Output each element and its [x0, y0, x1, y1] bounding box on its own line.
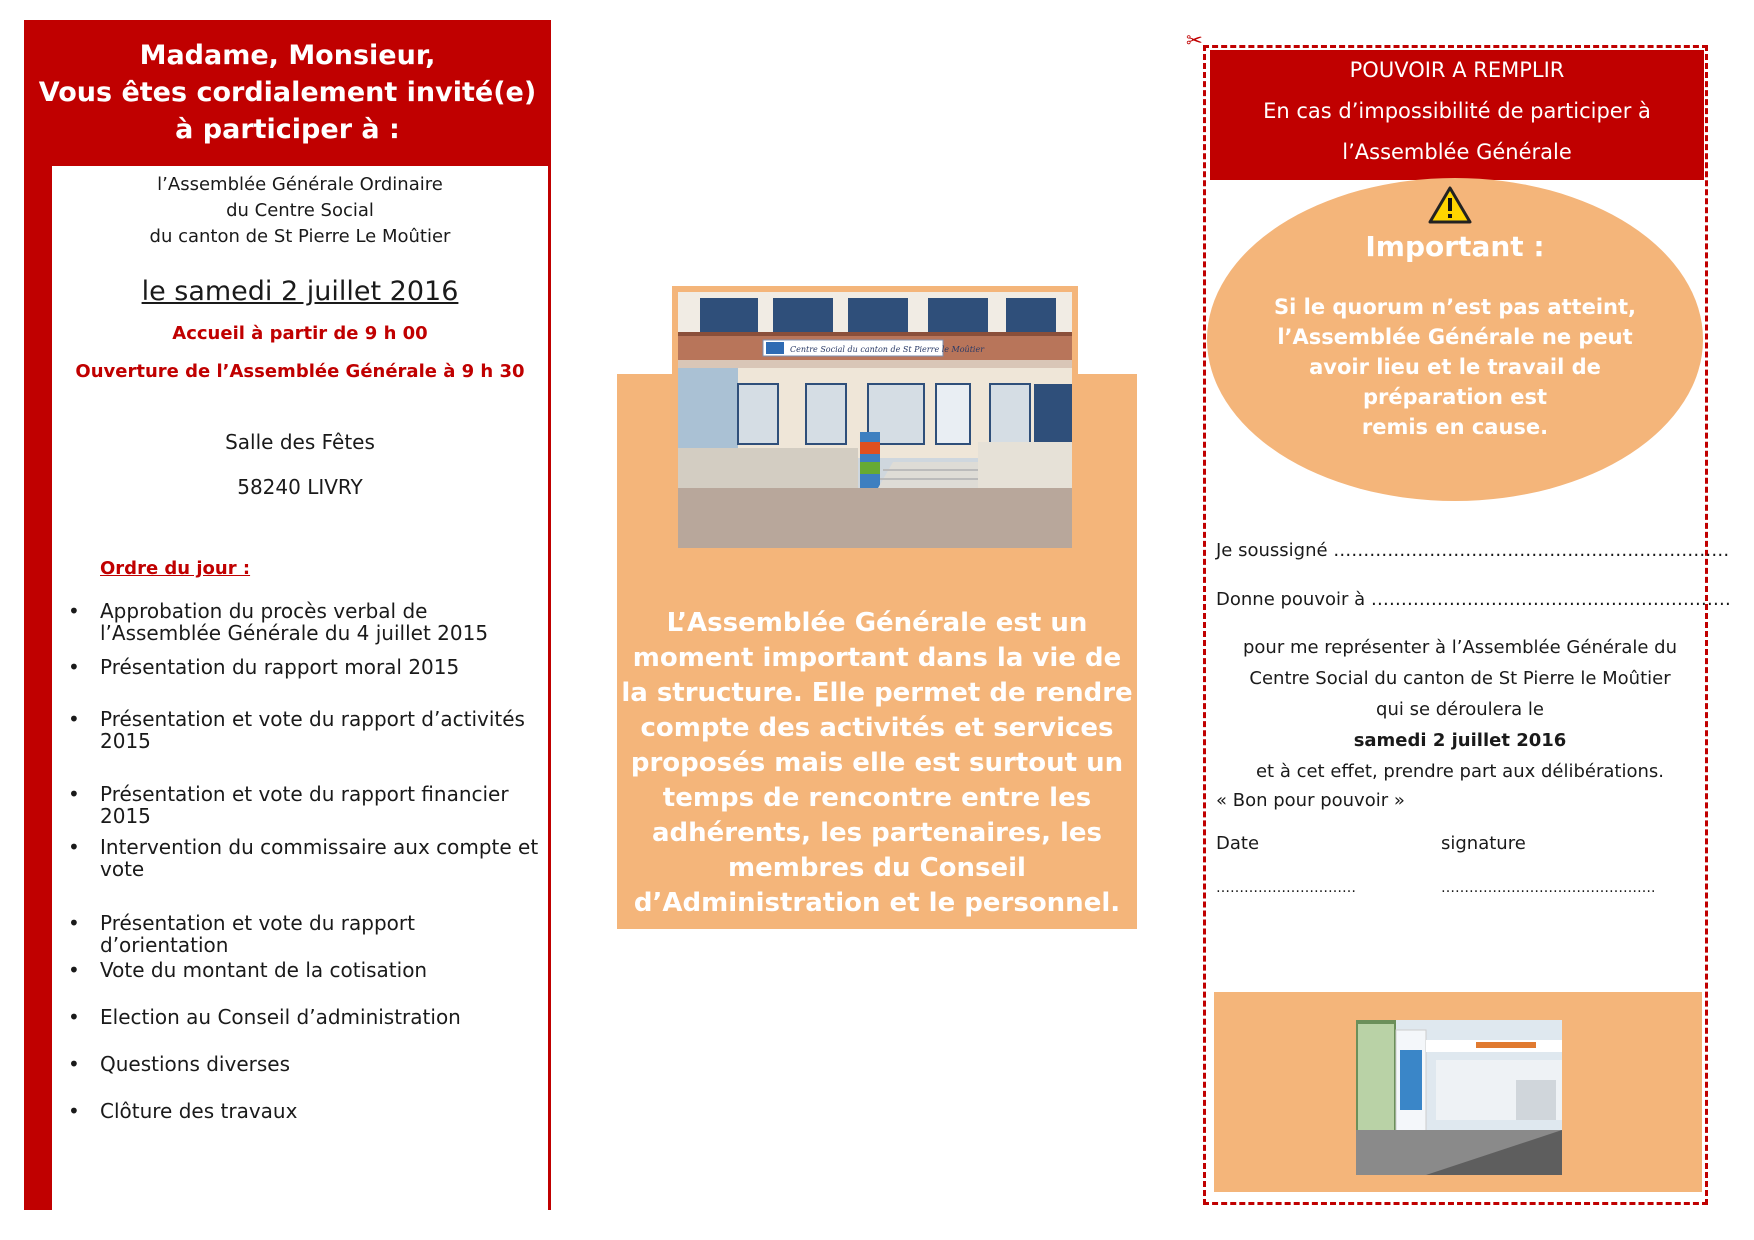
bullet-icon: •: [68, 655, 80, 679]
bullet-icon: •: [68, 599, 80, 623]
invite-line: Vous êtes cordialement invité(e): [38, 77, 537, 108]
proxy-subtitle: En cas d’impossibilité de participer à: [1263, 99, 1651, 123]
greeting-line: Madame, Monsieur,: [139, 40, 436, 71]
event-name: l’Assemblée Générale Ordinaire: [157, 174, 443, 195]
venue-name: Salle des Fêtes: [225, 430, 375, 454]
welcome-time: Accueil à partir de 9 h 00: [172, 323, 428, 344]
proxy-statement: pour me représenter à l’Assemblée Générale du Centre Social du canton de St Pierre le Moûtier qui se déroulera le samedi 2 juillet 2016 et à cet effet, prendre part aux délibérations.: [1216, 632, 1704, 787]
important-title: Important :: [1365, 230, 1545, 263]
proxy-date: samedi 2 juillet 2016: [1353, 730, 1567, 751]
bullet-icon: •: [68, 911, 80, 935]
building-illustration: [678, 292, 1072, 548]
proxy-title: POUVOIR A REMPLIR: [1349, 58, 1565, 82]
bullet-icon: •: [68, 782, 80, 806]
bullet-icon: •: [68, 835, 80, 859]
date-label: Date: [1216, 833, 1260, 854]
warning-icon: [1428, 186, 1472, 228]
presentation-text: L’Assemblée Générale est un moment important dans la vie de la structure. Elle permet de rendre compte des activités et services proposés mais elle est surtout un temps de rencontre entre les adhérents, les partenaires, les membres du Conseil d’Administration et le personnel.: [621, 608, 1133, 918]
event-org: du Centre Social: [226, 200, 374, 221]
agenda-title: Ordre du jour :: [100, 558, 251, 579]
bullet-icon: •: [68, 1005, 80, 1029]
opening-time: Ouverture de l’Assemblée Générale à 9 h 30: [75, 361, 525, 382]
signature-field[interactable]: ……………………………………….: [1441, 880, 1656, 896]
building-sign: Centre Social du canton de St Pierre le Moûtier: [790, 345, 985, 354]
event-intro: [52, 172, 548, 250]
scissors-icon: ✂: [1186, 28, 1203, 52]
good-for-proxy: « Bon pour pouvoir »: [1216, 790, 1405, 811]
proxy-header: [1210, 50, 1704, 180]
bullet-icon: •: [68, 707, 80, 731]
important-text: Si le quorum n’est pas atteint, l’Assemblée Générale ne peut avoir lieu et le travail de préparation est remis en cause.: [1274, 295, 1636, 439]
undersigned-field[interactable]: Je soussigné …………………………………………………………: [1216, 540, 1730, 561]
participate-line: à participer à :: [175, 114, 400, 145]
proxy-to-field[interactable]: Donne pouvoir à ……………………………………………………: [1216, 589, 1731, 610]
date-field[interactable]: …………………………: [1216, 880, 1356, 896]
invitation-header: [24, 20, 551, 165]
interior-photo: [1356, 1020, 1562, 1175]
event-date: le samedi 2 juillet 2016: [141, 276, 459, 307]
proxy-date-prefix: qui se déroulera le: [1376, 699, 1544, 720]
bullet-icon: •: [68, 1099, 80, 1123]
bullet-icon: •: [68, 1052, 80, 1076]
bullet-icon: •: [68, 958, 80, 982]
proxy-subtitle-2: l’Assemblée Générale: [1342, 140, 1572, 164]
event-canton: du canton de St Pierre Le Moûtier: [149, 226, 451, 247]
building-photo: [678, 292, 1072, 548]
signature-label: signature: [1441, 833, 1526, 854]
venue-city: 58240 LIVRY: [237, 475, 363, 499]
